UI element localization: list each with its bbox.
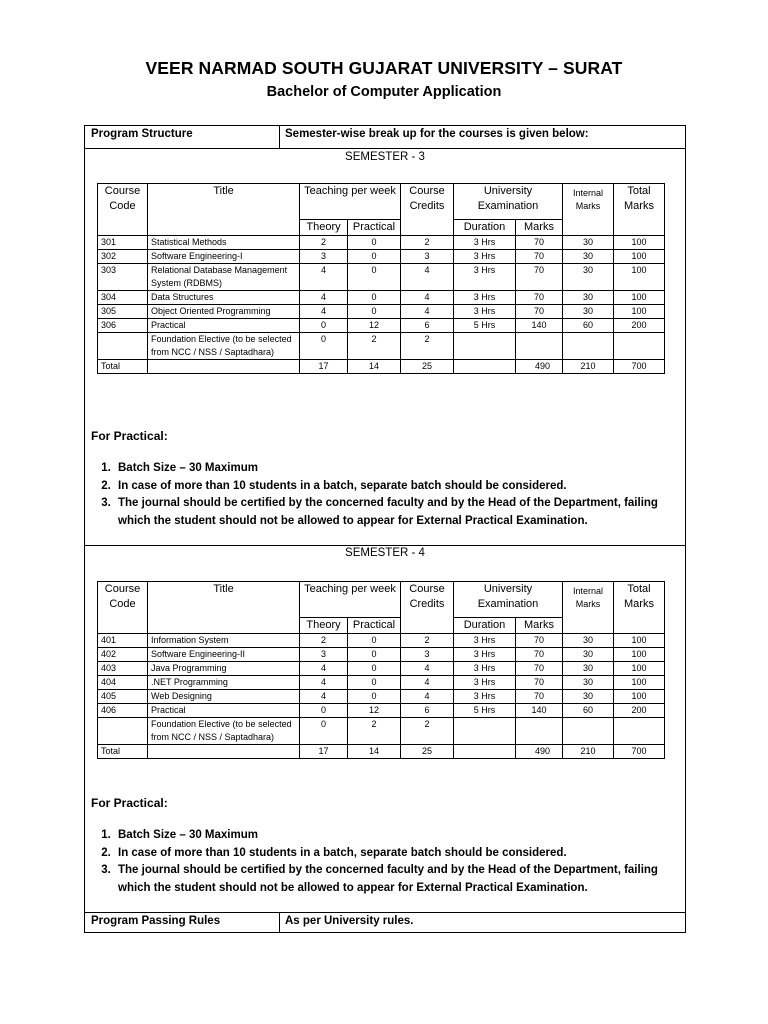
total-label: Total bbox=[98, 745, 148, 759]
cell-total: 100 bbox=[614, 291, 665, 305]
cell-title: Web Designing bbox=[148, 690, 300, 704]
cell-internal: 30 bbox=[563, 305, 614, 319]
cell-title: Statistical Methods bbox=[148, 236, 300, 250]
cell-theory: 4 bbox=[300, 662, 348, 676]
cell-code: 403 bbox=[98, 662, 148, 676]
table-row bbox=[98, 662, 665, 676]
cell-title: Software Engineering-I bbox=[148, 250, 300, 264]
cell-title: .NET Programming bbox=[148, 676, 300, 690]
table-row bbox=[98, 250, 665, 264]
col-code: Course Code bbox=[98, 184, 148, 236]
cell-credits: 6 bbox=[401, 319, 454, 333]
cell-credits: 3 bbox=[401, 648, 454, 662]
cell-credits: 2 bbox=[401, 333, 454, 360]
cell-credits: 2 bbox=[401, 718, 454, 745]
cell-practical: 0 bbox=[348, 676, 401, 690]
cell-practical: 0 bbox=[348, 305, 401, 319]
cell-credits: 2 bbox=[401, 236, 454, 250]
cell-code bbox=[98, 333, 148, 360]
total-empty bbox=[454, 360, 516, 374]
cell-total: 100 bbox=[614, 305, 665, 319]
cell-total: 100 bbox=[614, 662, 665, 676]
practical-list bbox=[91, 460, 679, 530]
cell-title: Java Programming bbox=[148, 662, 300, 676]
cell-theory: 3 bbox=[300, 648, 348, 662]
cell-theory: 2 bbox=[300, 236, 348, 250]
cell-duration: 5 Hrs bbox=[454, 319, 516, 333]
col-exam: University Examination bbox=[454, 184, 563, 220]
cell-internal: 30 bbox=[563, 662, 614, 676]
cell-marks: 70 bbox=[516, 676, 563, 690]
practical-title: For Practical: bbox=[91, 429, 168, 443]
total-practical: 14 bbox=[348, 360, 401, 374]
cell-theory: 4 bbox=[300, 676, 348, 690]
cell-code: 402 bbox=[98, 648, 148, 662]
cell-code: 302 bbox=[98, 250, 148, 264]
section-divider bbox=[85, 912, 685, 913]
course-table bbox=[97, 183, 665, 374]
cell-marks: 140 bbox=[516, 704, 563, 718]
cell-total: 200 bbox=[614, 319, 665, 333]
cell-code: 406 bbox=[98, 704, 148, 718]
cell-credits: 4 bbox=[401, 676, 454, 690]
cell-theory: 3 bbox=[300, 250, 348, 264]
cell-theory: 4 bbox=[300, 291, 348, 305]
cell-credits: 4 bbox=[401, 305, 454, 319]
cell-total: 100 bbox=[614, 634, 665, 648]
total-marks: 490 bbox=[516, 745, 563, 759]
cell-credits: 6 bbox=[401, 704, 454, 718]
cell-duration: 3 Hrs bbox=[454, 236, 516, 250]
cell-internal: 30 bbox=[563, 648, 614, 662]
col-duration: Duration bbox=[454, 220, 516, 236]
cell-credits: 4 bbox=[401, 291, 454, 305]
cell-internal: 60 bbox=[563, 319, 614, 333]
table-row bbox=[98, 236, 665, 250]
total-row bbox=[98, 360, 665, 374]
cell-code: 306 bbox=[98, 319, 148, 333]
structure-text: Semester-wise break up for the courses is given below: bbox=[285, 128, 589, 140]
cell-duration: 3 Hrs bbox=[454, 648, 516, 662]
total-empty bbox=[148, 360, 300, 374]
passing-text: As per University rules. bbox=[285, 915, 414, 927]
cell-code: 305 bbox=[98, 305, 148, 319]
cell-internal bbox=[563, 718, 614, 745]
cell-theory: 0 bbox=[300, 704, 348, 718]
cell-theory: 4 bbox=[300, 264, 348, 291]
cell-internal: 30 bbox=[563, 676, 614, 690]
cell-duration: 3 Hrs bbox=[454, 305, 516, 319]
cell-practical: 0 bbox=[348, 690, 401, 704]
col-internal: Internal Marks bbox=[563, 184, 614, 236]
cell-theory: 0 bbox=[300, 319, 348, 333]
cell-internal bbox=[563, 333, 614, 360]
practical-note: 2. In case of more than 10 students in a batch, separate batch should be considered. bbox=[114, 478, 679, 496]
total-label: Total bbox=[98, 360, 148, 374]
cell-theory: 0 bbox=[300, 333, 348, 360]
practical-title: For Practical: bbox=[91, 796, 168, 810]
program-title: Bachelor of Computer Application bbox=[266, 84, 502, 100]
col-theory: Theory bbox=[300, 618, 348, 634]
total-empty bbox=[148, 745, 300, 759]
practical-note: 3. The journal should be certified by the concerned faculty and by the Head of the Department, failing which the student should not be allowed to appear for External Practical Examination. bbox=[114, 495, 679, 530]
cell-marks: 70 bbox=[516, 264, 563, 291]
total-row bbox=[98, 745, 665, 759]
cell-marks: 70 bbox=[516, 634, 563, 648]
total-internal: 210 bbox=[563, 745, 614, 759]
structure-label: Program Structure bbox=[91, 128, 193, 140]
practical-note: 2. In case of more than 10 students in a batch, separate batch should be considered. bbox=[114, 845, 679, 863]
cell-duration: 3 Hrs bbox=[454, 634, 516, 648]
table-row bbox=[98, 291, 665, 305]
cell-marks: 70 bbox=[516, 662, 563, 676]
cell-marks: 70 bbox=[516, 250, 563, 264]
table-row bbox=[98, 676, 665, 690]
cell-internal: 30 bbox=[563, 264, 614, 291]
cell-credits: 2 bbox=[401, 634, 454, 648]
cell-code bbox=[98, 718, 148, 745]
practical-list bbox=[91, 827, 679, 897]
table-row bbox=[98, 319, 665, 333]
table-row bbox=[98, 634, 665, 648]
row-divider bbox=[85, 148, 685, 149]
passing-divider bbox=[279, 912, 280, 932]
cell-total: 100 bbox=[614, 264, 665, 291]
cell-practical: 12 bbox=[348, 319, 401, 333]
cell-marks: 70 bbox=[516, 690, 563, 704]
table-row bbox=[98, 264, 665, 291]
total-theory: 17 bbox=[300, 360, 348, 374]
cell-theory: 4 bbox=[300, 690, 348, 704]
cell-practical: 0 bbox=[348, 291, 401, 305]
cell-credits: 4 bbox=[401, 690, 454, 704]
cell-title: Practical bbox=[148, 319, 300, 333]
cell-title: Practical bbox=[148, 704, 300, 718]
total-credits: 25 bbox=[401, 745, 454, 759]
total-marks: 490 bbox=[516, 360, 563, 374]
col-marks: Marks bbox=[516, 618, 563, 634]
cell-practical: 0 bbox=[348, 634, 401, 648]
cell-duration: 3 Hrs bbox=[454, 662, 516, 676]
cell-code: 304 bbox=[98, 291, 148, 305]
cell-duration bbox=[454, 718, 516, 745]
practical-note: 1. Batch Size – 30 Maximum bbox=[114, 827, 679, 845]
cell-duration: 3 Hrs bbox=[454, 250, 516, 264]
cell-title: Foundation Elective (to be selected from NCC / NSS / Saptadhara) bbox=[148, 333, 300, 360]
cell-total: 100 bbox=[614, 676, 665, 690]
col-teaching: Teaching per week bbox=[300, 184, 401, 220]
col-practical: Practical bbox=[348, 220, 401, 236]
cell-practical: 0 bbox=[348, 236, 401, 250]
col-practical: Practical bbox=[348, 618, 401, 634]
cell-theory: 0 bbox=[300, 718, 348, 745]
cell-practical: 0 bbox=[348, 648, 401, 662]
col-title: Title bbox=[148, 184, 300, 236]
cell-total: 100 bbox=[614, 250, 665, 264]
col-total: Total Marks bbox=[614, 184, 665, 236]
col-credits: Course Credits bbox=[401, 184, 454, 236]
cell-title: Data Structures bbox=[148, 291, 300, 305]
cell-internal: 30 bbox=[563, 250, 614, 264]
cell-duration: 3 Hrs bbox=[454, 676, 516, 690]
cell-marks bbox=[516, 333, 563, 360]
cell-total: 200 bbox=[614, 704, 665, 718]
cell-credits: 4 bbox=[401, 264, 454, 291]
cell-total: 100 bbox=[614, 648, 665, 662]
cell-total bbox=[614, 333, 665, 360]
table-row bbox=[98, 648, 665, 662]
cell-total: 100 bbox=[614, 690, 665, 704]
cell-duration: 3 Hrs bbox=[454, 690, 516, 704]
total-internal: 210 bbox=[563, 360, 614, 374]
cell-theory: 2 bbox=[300, 634, 348, 648]
cell-credits: 4 bbox=[401, 662, 454, 676]
cell-title: Information System bbox=[148, 634, 300, 648]
cell-marks: 140 bbox=[516, 319, 563, 333]
cell-marks bbox=[516, 718, 563, 745]
col-theory: Theory bbox=[300, 220, 348, 236]
col-internal: Internal Marks bbox=[563, 582, 614, 634]
practical-notes bbox=[91, 429, 679, 530]
cell-title: Software Engineering-II bbox=[148, 648, 300, 662]
passing-label: Program Passing Rules bbox=[91, 915, 221, 927]
total-credits: 25 bbox=[401, 360, 454, 374]
cell-total bbox=[614, 718, 665, 745]
cell-marks: 70 bbox=[516, 305, 563, 319]
cell-practical: 12 bbox=[348, 704, 401, 718]
cell-code: 301 bbox=[98, 236, 148, 250]
cell-duration: 5 Hrs bbox=[454, 704, 516, 718]
cell-marks: 70 bbox=[516, 236, 563, 250]
cell-title: Object Oriented Programming bbox=[148, 305, 300, 319]
cell-duration: 3 Hrs bbox=[454, 291, 516, 305]
total-total: 700 bbox=[614, 360, 665, 374]
col-title: Title bbox=[148, 582, 300, 634]
practical-notes bbox=[91, 796, 679, 897]
cell-title: Relational Database Management System (RDBMS) bbox=[148, 264, 300, 291]
practical-note: 1. Batch Size – 30 Maximum bbox=[114, 460, 679, 478]
cell-practical: 2 bbox=[348, 718, 401, 745]
structure-divider bbox=[279, 126, 280, 148]
col-duration: Duration bbox=[454, 618, 516, 634]
table-row bbox=[98, 305, 665, 319]
semester-heading: SEMESTER - 4 bbox=[345, 547, 425, 559]
col-total: Total Marks bbox=[614, 582, 665, 634]
col-credits: Course Credits bbox=[401, 582, 454, 634]
cell-practical: 0 bbox=[348, 250, 401, 264]
total-theory: 17 bbox=[300, 745, 348, 759]
cell-code: 303 bbox=[98, 264, 148, 291]
program-structure-frame bbox=[84, 125, 686, 933]
university-title: VEER NARMAD SOUTH GUJARAT UNIVERSITY – SURAT bbox=[145, 58, 623, 78]
cell-title: Foundation Elective (to be selected from NCC / NSS / Saptadhara) bbox=[148, 718, 300, 745]
table-row bbox=[98, 333, 665, 360]
total-empty bbox=[454, 745, 516, 759]
cell-marks: 70 bbox=[516, 291, 563, 305]
cell-internal: 30 bbox=[563, 690, 614, 704]
table-row bbox=[98, 718, 665, 745]
table-row bbox=[98, 690, 665, 704]
semester-heading: SEMESTER - 3 bbox=[345, 151, 425, 163]
cell-duration: 3 Hrs bbox=[454, 264, 516, 291]
table-row bbox=[98, 704, 665, 718]
cell-practical: 2 bbox=[348, 333, 401, 360]
cell-total: 100 bbox=[614, 236, 665, 250]
cell-marks: 70 bbox=[516, 648, 563, 662]
cell-code: 404 bbox=[98, 676, 148, 690]
cell-internal: 30 bbox=[563, 291, 614, 305]
practical-note: 3. The journal should be certified by the concerned faculty and by the Head of the Department, failing which the student should not be allowed to appear for External Practical Examination. bbox=[114, 862, 679, 897]
col-exam: University Examination bbox=[454, 582, 563, 618]
cell-code: 405 bbox=[98, 690, 148, 704]
col-teaching: Teaching per week bbox=[300, 582, 401, 618]
cell-practical: 0 bbox=[348, 264, 401, 291]
cell-internal: 30 bbox=[563, 236, 614, 250]
cell-duration bbox=[454, 333, 516, 360]
cell-internal: 60 bbox=[563, 704, 614, 718]
cell-theory: 4 bbox=[300, 305, 348, 319]
cell-practical: 0 bbox=[348, 662, 401, 676]
cell-internal: 30 bbox=[563, 634, 614, 648]
col-marks: Marks bbox=[516, 220, 563, 236]
cell-code: 401 bbox=[98, 634, 148, 648]
total-practical: 14 bbox=[348, 745, 401, 759]
col-code: Course Code bbox=[98, 582, 148, 634]
course-table bbox=[97, 581, 665, 759]
cell-credits: 3 bbox=[401, 250, 454, 264]
total-total: 700 bbox=[614, 745, 665, 759]
section-divider bbox=[85, 545, 685, 546]
